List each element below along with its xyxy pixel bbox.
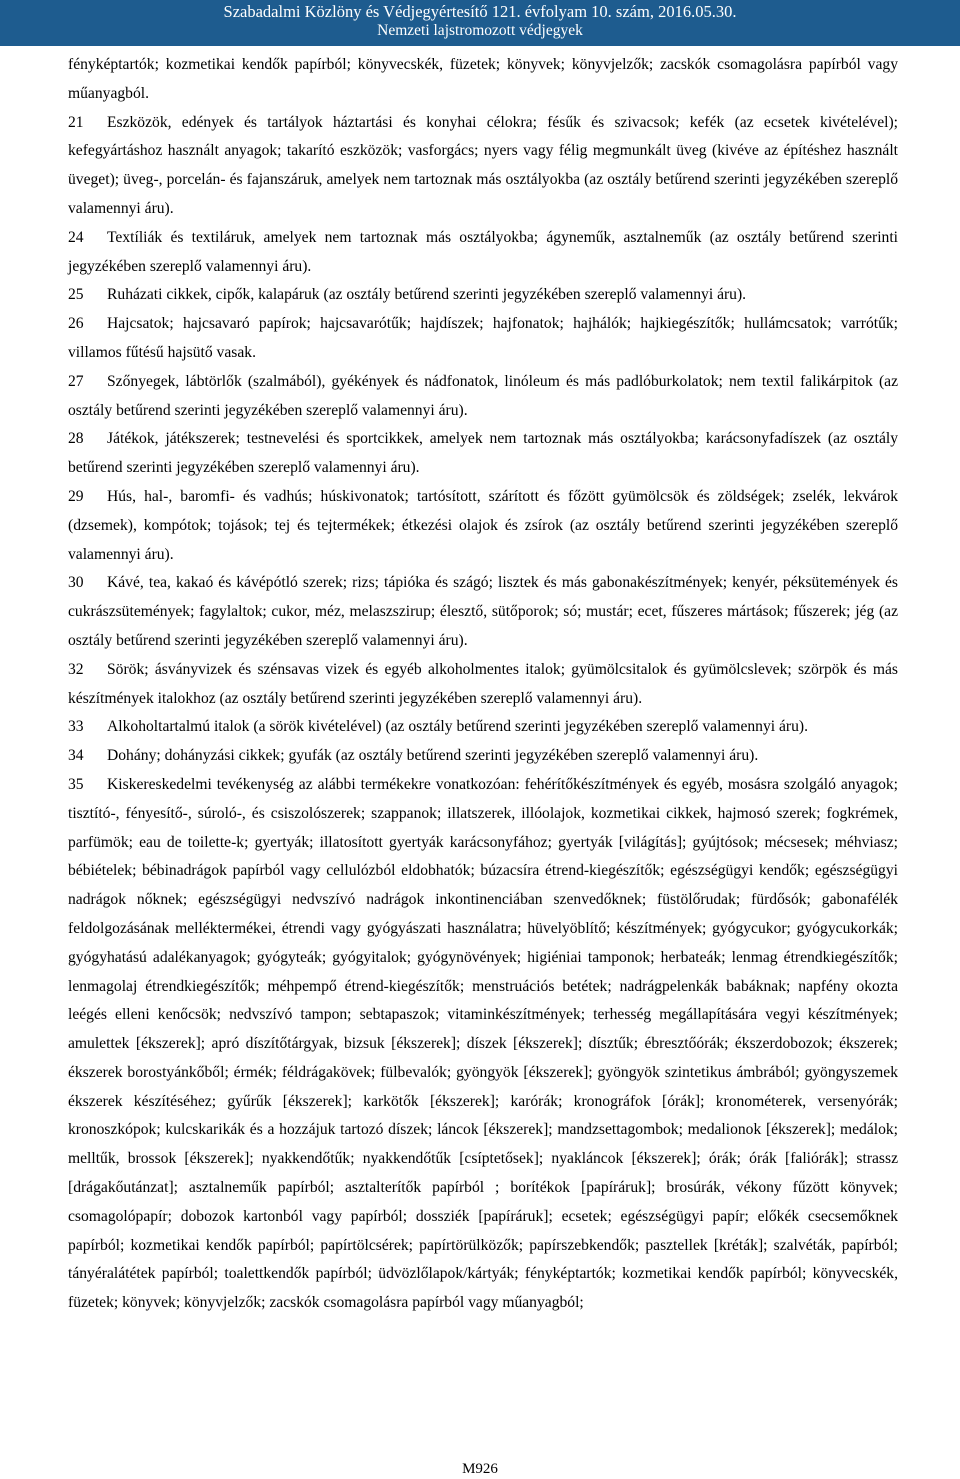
class-text: Kávé, tea, kakaó és kávépótló szerek; rizs; tápióka és szágó; lisztek és más gabonakészítmények; kenyér, péksütemények és cukrászsütemények; fagylaltok; cukor, méz, melaszszirup; élesztő, sütőporok; só; mustár; ecet, fűszeres mártások; fűszerek; jég (az osztály betűrend szerinti jegyzékében szereplő valamennyi áru).: [68, 574, 898, 649]
class-text: Hús, hal-, baromfi- és vadhús; húskivonatok; tartósított, szárított és főzött gyümölcsök és zöldségek; zselék, lekvárok (dzsemek), kompótok; tojások; tej és tejtermékek; étkezési olajok és zsírok (az osztály betűrend szerinti jegyzékében szereplő valamennyi áru).: [68, 487, 898, 563]
class-number: 34: [68, 747, 84, 765]
class-entry-21: [68, 109, 898, 224]
class-entry-25: [68, 281, 898, 310]
class-number: 21: [68, 113, 84, 131]
class-text: Kiskereskedelmi tevékenység az alábbi termékekre vonatkozóan: fehérítőkészítmények és egyéb, mosásra szolgáló anyagok; tisztító-, fényesítő-, súroló-, és csiszolószerek; szappanok; illatszerek, illóolajok, kozmetikai cikkek, hajmosó szerek; fogkrémek, parfümök; eau de toilette-k; gyertyák; illatosított gyertyák karácsonyfához; gyertyák [világítás]; gyújtósok; mécsesek; méhviasz; bébiételek; bébinadrágok papírból vagy cellulózból eldobhatók; búzacsíra étrend-kiegészítők; egészségügyi kendők; egészségügyi nadrágok nőknek; egészségügyi nedvszívó nadrágok inkontinenciában szenvedőknek; füstölőrudak; fürdősók; gabonafélék feldolgozásának melléktermékei, étrendi vagy gyógyászati használatra; hüvelyöblítő; készítmények; gyógycukor; gyógycukorkák; gyógyhatású adalékanyagok; gyógyteák; gyógyitalok; gyógynövények; higiéniai tamponok; herbateák; lenmag étrendkiegészítők; lenmagolaj étrendkiegészítők; méhpempő étrend-kiegészítők; menstruációs betétek; nadrágpelenkák babáknak; napfény okozta leégés elleni kenőcsök; nedvszívó tampon; sebtapaszok; vitaminkészítmények; terhesség megállapítására vegyi készítmények; amulettek [ékszerek]; apró díszítőtárgyak, bizsuk [ékszerek]; díszek [ékszerek]; dísztűk; ébresztőórák; ékszerdobozok; ékszerek; ékszerek borostyánkőből; érmék; féldrágakövek; fülbevalók; gyöngyök [ékszerek]; gyöngyök szintetikus ámbrából; gyöngyszemek ékszerek készítéséhez; gyűrűk [ékszerek]; karkötők [ékszerek]; karórák; kronográfok [órák]; kronométerek, versenyórák; kronoszkópok; kulcskarikák és a hozzájuk tartozó díszek; láncok [ékszerek]; mandzsettagombok; medalionok [ékszerek]; medálok; melltűk, brossok [ékszerek]; nyakkendőtűk; nyakkendőtűk [csíptetősek]; nyakláncok [ékszerek]; órák; órák [faliórák]; strassz [drágakőutánzat]; asztalneműk papírból; asztalterítők papírból ; borítékok [papíráruk]; brosúrák, vékony fűzött könyvek; csomagolópapír; dobozok kartonból vagy papírból; dossziék [papíráruk]; ecsetek; egészségügyi papír; előkék csecsemőknek papírból; kozmetikai kendők papírból; papírtölcsérek; papírtörülközők; papírszebkendők; pasztellek [kréták]; szalvéták, papírból; tányéralátétek papírból; toalettkendők papírból; üdvözlőlapok/kártyák; fényképtartók; kozmetikai kendők papírból; könyvecskék, füzetek; könyvek; könyvjelzők; zacskók csomagolásra papírból vagy műanyagból;: [68, 775, 898, 1312]
class-text: Eszközök, edények és tartályok háztartási és konyhai célokra; fésűk és szivacsok; kefék (az ecsetek kivételével); kefegyártáshoz használt anyagok; takarító eszközök; vasforgács; nyers vagy félig megmunkált üveg (kivéve az építéshez használt üveget); üveg-, porcelán- és fajanszáruk, amelyek nem tartoznak más osztályokba (az osztály betűrend szerinti jegyzékében szereplő valamennyi áru).: [68, 113, 898, 217]
class-entry-26: [68, 310, 898, 368]
class-entry-33: [68, 713, 898, 742]
class-number: 35: [68, 775, 84, 793]
class-entry-35: [68, 771, 898, 1318]
class-text: Hajcsatok; hajcsavaró papírok; hajcsavarótűk; hajdíszek; hajfonatok; hajhálók; hajkiegészítők; hullámcsatok; varrótűk; villamos fűtésű hajsütő vasak.: [68, 315, 898, 361]
class-text: Sörök; ásványvizek és szénsavas vizek és egyéb alkoholmentes italok; gyümölcsitalok és gyümölcslevek; szörpök és más készítmények italokhoz (az osztály betűrend szerinti jegyzékében szereplő valamennyi áru).: [68, 660, 898, 707]
class-entry-29: [68, 483, 898, 569]
class-number: 32: [68, 660, 84, 678]
class-entry-28: [68, 425, 898, 483]
class-entry-24: [68, 224, 898, 282]
class-entry-34: [68, 742, 898, 771]
section-title: Nemzeti lajstromozott védjegyek: [377, 22, 583, 39]
class-number: 24: [68, 228, 84, 246]
class-number: 30: [68, 574, 84, 592]
goods-services-list: [68, 51, 898, 1318]
class-number: 25: [68, 286, 84, 304]
page-number: M926: [462, 1461, 498, 1477]
class-number: 28: [68, 430, 84, 448]
class-number: 29: [68, 487, 84, 505]
class-entry-32: [68, 656, 898, 714]
class-entry-27: [68, 368, 898, 426]
class-text: Dohány; dohányzási cikkek; gyufák (az osztály betűrend szerinti jegyzékében szereplő valamennyi áru).: [107, 747, 759, 765]
class-text: Játékok, játékszerek; testnevelési és sportcikkek, amelyek nem tartoznak más osztályokba; karácsonyfadíszek (az osztály betűrend szerinti jegyzékében szereplő valamennyi áru).: [68, 430, 898, 477]
class-text: Alkoholtartalmú italok (a sörök kivételével) (az osztály betűrend szerinti jegyzékében szereplő valamennyi áru).: [107, 718, 809, 736]
publication-title: Szabadalmi Közlöny és Védjegyértesítő 121. évfolyam 10. szám, 2016.05.30.: [223, 2, 737, 21]
class-number: 33: [68, 718, 84, 736]
class-entry-30: [68, 569, 898, 655]
page-header: [0, 0, 960, 46]
continuation-paragraph: fényképtartók; kozmetikai kendők papírból; könyvecskék, füzetek; könyvek; könyvjelzők; zacskók csomagolásra papírból vagy műanyagból.: [68, 56, 898, 102]
class-text: Ruházati cikkek, cipők, kalapáruk (az osztály betűrend szerinti jegyzékében szereplő valamennyi áru).: [107, 286, 747, 304]
class-number: 26: [68, 315, 84, 333]
class-text: Textíliák és textiláruk, amelyek nem tartoznak más osztályokba; ágyneműk, asztalneműk (az osztály betűrend szerinti jegyzékében szereplő valamennyi áru).: [68, 228, 898, 275]
class-text: Szőnyegek, lábtörlők (szalmából), gyékények és nádfonatok, linóleum és más padlóburkolatok; nem textil falikárpitok (az osztály betűrend szerinti jegyzékében szereplő valamennyi áru).: [68, 372, 898, 419]
class-number: 27: [68, 372, 84, 390]
